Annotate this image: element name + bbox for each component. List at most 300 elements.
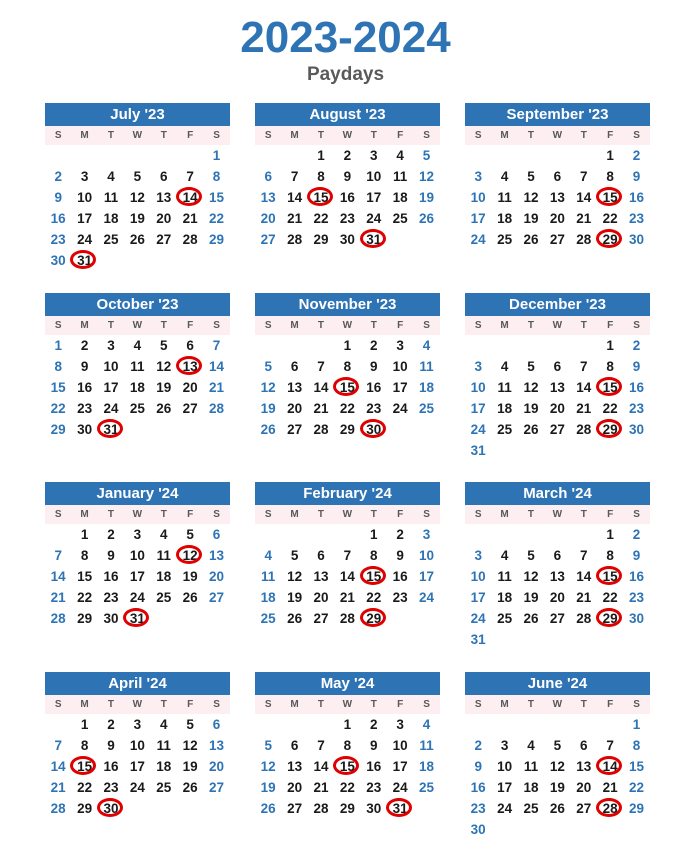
calendar-date: 14: [50, 569, 66, 584]
calendar-date: 6: [212, 527, 221, 542]
calendar-date: 2: [396, 527, 404, 542]
weekday-label: S: [423, 320, 430, 331]
calendar-date: 7: [317, 359, 325, 374]
calendar-date: 19: [523, 211, 539, 226]
calendar-date: 21: [209, 380, 225, 395]
calendar-date: 19: [523, 401, 539, 416]
payday-date: 15: [361, 566, 387, 587]
payday-date: 29: [597, 229, 623, 250]
payday-date: 15: [334, 377, 360, 398]
calendar-date: 13: [209, 548, 225, 563]
calendar-date: 23: [103, 590, 119, 605]
calendar-date: 14: [576, 190, 592, 205]
calendar-date: 7: [580, 548, 588, 563]
payday-date: 31: [124, 608, 150, 629]
calendar-date: 29: [313, 232, 329, 247]
calendar-date: 24: [129, 590, 145, 605]
calendar-date: 12: [523, 569, 539, 584]
weekday-label: T: [107, 320, 115, 331]
empty-day-cell: [491, 335, 517, 356]
calendar-date: 16: [366, 380, 382, 395]
month-calendar: [255, 482, 440, 629]
calendar-date: 9: [632, 359, 641, 374]
empty-day-cell: [518, 524, 544, 545]
payday-date: 31: [361, 229, 387, 250]
weekday-label: M: [290, 699, 299, 710]
payday-date: 15: [597, 566, 623, 587]
calendar-date: 29: [209, 232, 225, 247]
calendar-week: [45, 524, 230, 545]
calendar-date: 4: [160, 527, 168, 542]
calendar-date: 4: [500, 169, 509, 184]
calendar-date: 15: [77, 569, 93, 584]
calendar-date: 6: [160, 169, 168, 184]
calendar-date: 24: [77, 232, 93, 247]
empty-day-cell: [98, 145, 124, 166]
calendar-date: 22: [313, 211, 329, 226]
calendar-date: 14: [339, 569, 355, 584]
calendar-date: 18: [497, 211, 513, 226]
calendar-date: 14: [50, 759, 66, 774]
calendar-date: 20: [260, 211, 276, 226]
calendar-date: 17: [497, 780, 513, 795]
calendar-date: 4: [500, 359, 509, 374]
calendar-week: [255, 377, 440, 398]
calendar-date: 16: [629, 380, 645, 395]
calendar-week: [45, 419, 230, 440]
payday-date: 31: [71, 250, 97, 271]
calendar-date: 27: [182, 401, 198, 416]
calendar-date: 6: [317, 548, 325, 563]
month-calendar: [255, 672, 440, 819]
calendar-date: 23: [103, 780, 119, 795]
payday-date: 29: [597, 608, 623, 629]
calendar-date: 6: [290, 738, 299, 753]
calendar-week: [45, 166, 230, 187]
weekday-label: T: [160, 320, 167, 331]
calendar-date: 6: [264, 169, 272, 184]
calendar-week: [465, 714, 650, 735]
weekday-label: M: [500, 509, 509, 520]
calendar-date: 22: [209, 211, 225, 226]
empty-day-cell: [518, 335, 544, 356]
calendar-date: 6: [290, 359, 299, 374]
weekday-label: S: [474, 320, 482, 331]
payday-date: 15: [71, 756, 97, 777]
calendar-date: 25: [523, 801, 539, 816]
calendar-date: 4: [422, 338, 431, 353]
empty-day-cell: [255, 145, 281, 166]
calendar-date: 18: [523, 780, 539, 795]
calendar-date: 23: [339, 211, 355, 226]
empty-day-cell: [597, 714, 623, 735]
calendar-date: 13: [260, 190, 276, 205]
calendar-date: 19: [156, 380, 172, 395]
calendar-date: 5: [264, 738, 272, 753]
calendar-week: [465, 229, 650, 250]
weekday-label: M: [500, 699, 509, 710]
calendar-date: 1: [632, 717, 641, 732]
calendar-date: 8: [317, 169, 325, 184]
calendar-date: 8: [606, 169, 614, 184]
payday-date: 30: [361, 419, 387, 440]
calendar-date: 8: [606, 548, 614, 563]
payday-date: 30: [98, 798, 124, 819]
weekday-label: S: [54, 699, 62, 710]
calendar-week: [465, 166, 650, 187]
calendar-date: 18: [392, 190, 408, 205]
weekday-label: S: [264, 699, 272, 710]
calendar-date: 6: [186, 338, 194, 353]
calendar-date: 11: [261, 569, 276, 584]
weekday-header-row: [255, 316, 440, 335]
calendar-date: 1: [343, 717, 352, 732]
payday-date: 13: [177, 356, 203, 377]
calendar-date: 1: [317, 148, 325, 163]
calendar-week: [255, 756, 440, 777]
month-header: July '23: [45, 103, 230, 126]
calendar-date: 27: [209, 780, 225, 795]
calendar-week: [255, 798, 440, 819]
calendar-date: 21: [182, 211, 198, 226]
calendar-subtitle: Paydays: [306, 64, 385, 85]
month-calendar: [45, 672, 230, 819]
calendar-date: 10: [470, 569, 486, 584]
calendar-date: 28: [209, 401, 225, 416]
calendar-date: 20: [576, 780, 592, 795]
weekday-label: M: [80, 130, 89, 141]
empty-day-cell: [308, 714, 334, 735]
calendar-week: [45, 566, 230, 587]
calendar-date: 2: [632, 338, 641, 353]
calendar-date: 20: [549, 401, 565, 416]
weekday-label: T: [580, 699, 587, 710]
calendar-date: 27: [576, 801, 592, 816]
empty-day-cell: [571, 335, 597, 356]
weekday-label: T: [160, 130, 167, 141]
calendar-date: 4: [264, 548, 272, 563]
weekday-label: W: [342, 130, 353, 141]
calendar-date: 22: [602, 211, 618, 226]
calendar-date: 7: [580, 169, 588, 184]
calendar-date: 20: [156, 211, 172, 226]
calendar-date: 20: [182, 380, 198, 395]
calendar-week: [255, 714, 440, 735]
weekday-label: S: [633, 699, 640, 710]
calendar-date: 14: [576, 380, 592, 395]
calendar-date: 4: [527, 738, 535, 753]
calendar-date: 23: [366, 401, 382, 416]
calendar-date: 10: [392, 738, 408, 753]
month-header: May '24: [255, 672, 440, 695]
weekday-label: F: [397, 699, 404, 710]
calendar-date: 6: [553, 359, 562, 374]
weekday-label: T: [370, 699, 377, 710]
calendar-date: 5: [527, 548, 535, 563]
calendar-date: 20: [287, 401, 303, 416]
calendar-week: [465, 629, 650, 650]
calendar-date: 19: [260, 401, 276, 416]
calendar-date: 1: [606, 527, 614, 542]
month-header: August '23: [255, 103, 440, 126]
calendar-date: 16: [629, 569, 645, 584]
calendar-date: 30: [50, 253, 66, 268]
calendar-date: 12: [549, 759, 565, 774]
month-calendar: [465, 103, 650, 250]
empty-day-cell: [465, 145, 491, 166]
weekday-label: T: [317, 130, 325, 141]
weekday-label: F: [397, 509, 404, 520]
calendar-week: [255, 398, 440, 419]
calendar-date: 13: [209, 738, 225, 753]
empty-day-cell: [491, 714, 517, 735]
calendar-week: [45, 145, 230, 166]
calendar-date: 25: [129, 401, 145, 416]
empty-day-cell: [281, 145, 307, 166]
weekday-label: T: [370, 130, 377, 141]
calendar-date: 21: [313, 401, 329, 416]
calendar-date: 27: [156, 232, 172, 247]
calendar-date: 16: [392, 569, 408, 584]
calendar-date: 24: [497, 801, 513, 816]
calendar-date: 25: [419, 780, 435, 795]
calendar-date: 19: [523, 590, 539, 605]
weekday-label: T: [317, 699, 325, 710]
empty-day-cell: [465, 714, 491, 735]
calendar-date: 1: [80, 717, 89, 732]
weekday-label: W: [552, 699, 563, 710]
calendar-week: [465, 545, 650, 566]
calendar-date: 4: [133, 338, 142, 353]
calendar-date: 26: [523, 422, 539, 437]
weekday-label: T: [580, 320, 587, 331]
calendar-date: 25: [156, 780, 172, 795]
weekday-label: T: [527, 130, 535, 141]
calendar-week: [255, 335, 440, 356]
calendar-date: 19: [549, 780, 565, 795]
weekday-label: S: [213, 130, 220, 141]
calendar-date: 27: [313, 611, 329, 626]
calendar-date: 17: [470, 590, 486, 605]
calendar-date: 19: [260, 780, 276, 795]
calendar-date: 16: [629, 190, 645, 205]
calendar-date: 24: [470, 232, 486, 247]
calendar-date: 26: [182, 780, 198, 795]
calendar-date: 7: [343, 548, 352, 563]
calendar-date: 11: [419, 359, 434, 374]
calendar-date: 9: [107, 548, 115, 563]
calendar-date: 10: [497, 759, 513, 774]
calendar-week: [255, 208, 440, 229]
calendar-date: 23: [629, 401, 645, 416]
calendar-date: 4: [107, 169, 115, 184]
calendar-date: 17: [392, 380, 408, 395]
calendar-date: 8: [54, 359, 62, 374]
calendar-date: 13: [549, 190, 565, 205]
calendar-date: 13: [549, 380, 565, 395]
calendar-week: [45, 356, 230, 377]
calendar-date: 31: [470, 632, 486, 647]
calendar-date: 1: [370, 527, 378, 542]
calendar-date: 17: [366, 190, 382, 205]
calendar-date: 9: [54, 190, 62, 205]
calendar-date: 25: [260, 611, 276, 626]
calendar-date: 4: [160, 717, 168, 732]
calendar-date: 17: [392, 759, 408, 774]
calendar-date: 3: [133, 527, 142, 542]
empty-day-cell: [281, 524, 307, 545]
empty-day-cell: [177, 145, 203, 166]
calendar-date: 30: [629, 232, 645, 247]
calendar-week: [255, 229, 440, 250]
calendar-date: 30: [103, 611, 119, 626]
month-header: October '23: [45, 293, 230, 316]
calendar-date: 14: [576, 569, 592, 584]
calendar-date: 7: [317, 738, 325, 753]
calendar-date: 22: [602, 401, 618, 416]
calendar-date: 9: [396, 548, 404, 563]
calendar-date: 26: [260, 801, 276, 816]
calendar-date: 28: [287, 232, 303, 247]
empty-day-cell: [571, 145, 597, 166]
calendar-date: 26: [156, 401, 172, 416]
calendar-date: 10: [129, 548, 145, 563]
calendar-date: 6: [212, 717, 221, 732]
weekday-label: T: [370, 320, 377, 331]
calendar-week: [45, 756, 230, 777]
calendar-week: [465, 208, 650, 229]
calendar-date: 18: [497, 401, 513, 416]
weekday-header-row: [255, 126, 440, 145]
calendar-date: 11: [393, 169, 408, 184]
calendar-date: 26: [260, 422, 276, 437]
calendar-date: 25: [156, 590, 172, 605]
calendar-date: 12: [129, 190, 145, 205]
empty-day-cell: [45, 714, 71, 735]
calendar-date: 17: [77, 211, 93, 226]
weekday-label: S: [423, 699, 430, 710]
calendar-date: 10: [77, 190, 93, 205]
payday-date: 12: [177, 545, 203, 566]
calendar-week: [45, 187, 230, 208]
calendar-date: 16: [103, 569, 119, 584]
weekday-label: W: [552, 320, 563, 331]
weekday-label: S: [474, 130, 482, 141]
calendar-date: 3: [500, 738, 509, 753]
calendar-date: 8: [80, 548, 89, 563]
calendar-date: 23: [392, 590, 408, 605]
weekday-label: F: [397, 320, 404, 331]
calendar-date: 21: [339, 590, 355, 605]
weekday-header-row: [465, 126, 650, 145]
calendar-date: 5: [186, 717, 194, 732]
calendar-date: 3: [474, 548, 482, 563]
calendar-date: 2: [632, 527, 641, 542]
empty-day-cell: [151, 145, 177, 166]
month-header: January '24: [45, 482, 230, 505]
calendar-date: 24: [470, 422, 486, 437]
calendar-week: [465, 377, 650, 398]
calendar-date: 7: [54, 738, 62, 753]
calendar-week: [255, 166, 440, 187]
calendar-date: 7: [186, 169, 194, 184]
weekday-label: W: [552, 130, 563, 141]
payday-date: 14: [177, 187, 203, 208]
calendar-date: 5: [186, 527, 194, 542]
calendar-week: [255, 608, 440, 629]
calendar-date: 10: [470, 380, 486, 395]
calendar-date: 23: [366, 780, 382, 795]
calendar-week: [465, 735, 650, 756]
calendar-date: 24: [419, 590, 435, 605]
calendar-date: 24: [392, 780, 408, 795]
payday-date: 28: [597, 798, 623, 819]
calendar-week: [465, 798, 650, 819]
calendar-week: [255, 566, 440, 587]
empty-day-cell: [571, 524, 597, 545]
calendar-date: 11: [497, 569, 512, 584]
month-header: September '23: [465, 103, 650, 126]
calendar-date: 5: [527, 359, 535, 374]
empty-day-cell: [518, 145, 544, 166]
calendar-date: 22: [366, 590, 382, 605]
month-calendar: [465, 293, 650, 461]
calendar-date: 26: [287, 611, 303, 626]
calendar-date: 21: [50, 590, 66, 605]
calendar-date: 21: [576, 211, 592, 226]
calendar-week: [255, 187, 440, 208]
calendar-date: 25: [497, 422, 513, 437]
calendar-date: 8: [632, 738, 641, 753]
calendar-date: 2: [370, 717, 378, 732]
calendar-date: 12: [287, 569, 303, 584]
calendar-date: 7: [290, 169, 299, 184]
calendar-date: 9: [343, 169, 352, 184]
calendar-date: 12: [419, 169, 435, 184]
weekday-label: T: [527, 699, 535, 710]
calendar-date: 6: [553, 169, 562, 184]
calendar-date: 15: [209, 190, 225, 205]
calendar-date: 7: [606, 738, 614, 753]
calendar-week: [255, 145, 440, 166]
calendar-date: 18: [156, 759, 172, 774]
empty-day-cell: [255, 335, 281, 356]
calendar-date: 11: [156, 738, 171, 753]
payday-date: 15: [334, 756, 360, 777]
calendar-date: 25: [497, 232, 513, 247]
empty-day-cell: [334, 524, 360, 545]
calendar-date: 21: [313, 780, 329, 795]
calendar-date: 16: [470, 780, 486, 795]
payday-date: 15: [308, 187, 334, 208]
calendar-date: 1: [343, 338, 352, 353]
calendar-date: 2: [80, 338, 89, 353]
calendar-date: 8: [343, 359, 352, 374]
empty-day-cell: [491, 145, 517, 166]
calendar-date: 9: [632, 548, 641, 563]
calendar-week: [255, 777, 440, 798]
calendar-date: 1: [606, 148, 614, 163]
calendar-week: [45, 545, 230, 566]
calendar-date: 4: [500, 548, 509, 563]
weekday-label: S: [54, 130, 62, 141]
weekday-header-row: [45, 126, 230, 145]
calendar-date: 2: [107, 527, 115, 542]
weekday-label: S: [264, 509, 272, 520]
weekday-header-row: [255, 695, 440, 714]
weekday-label: W: [342, 509, 353, 520]
month-calendar: [465, 482, 650, 650]
